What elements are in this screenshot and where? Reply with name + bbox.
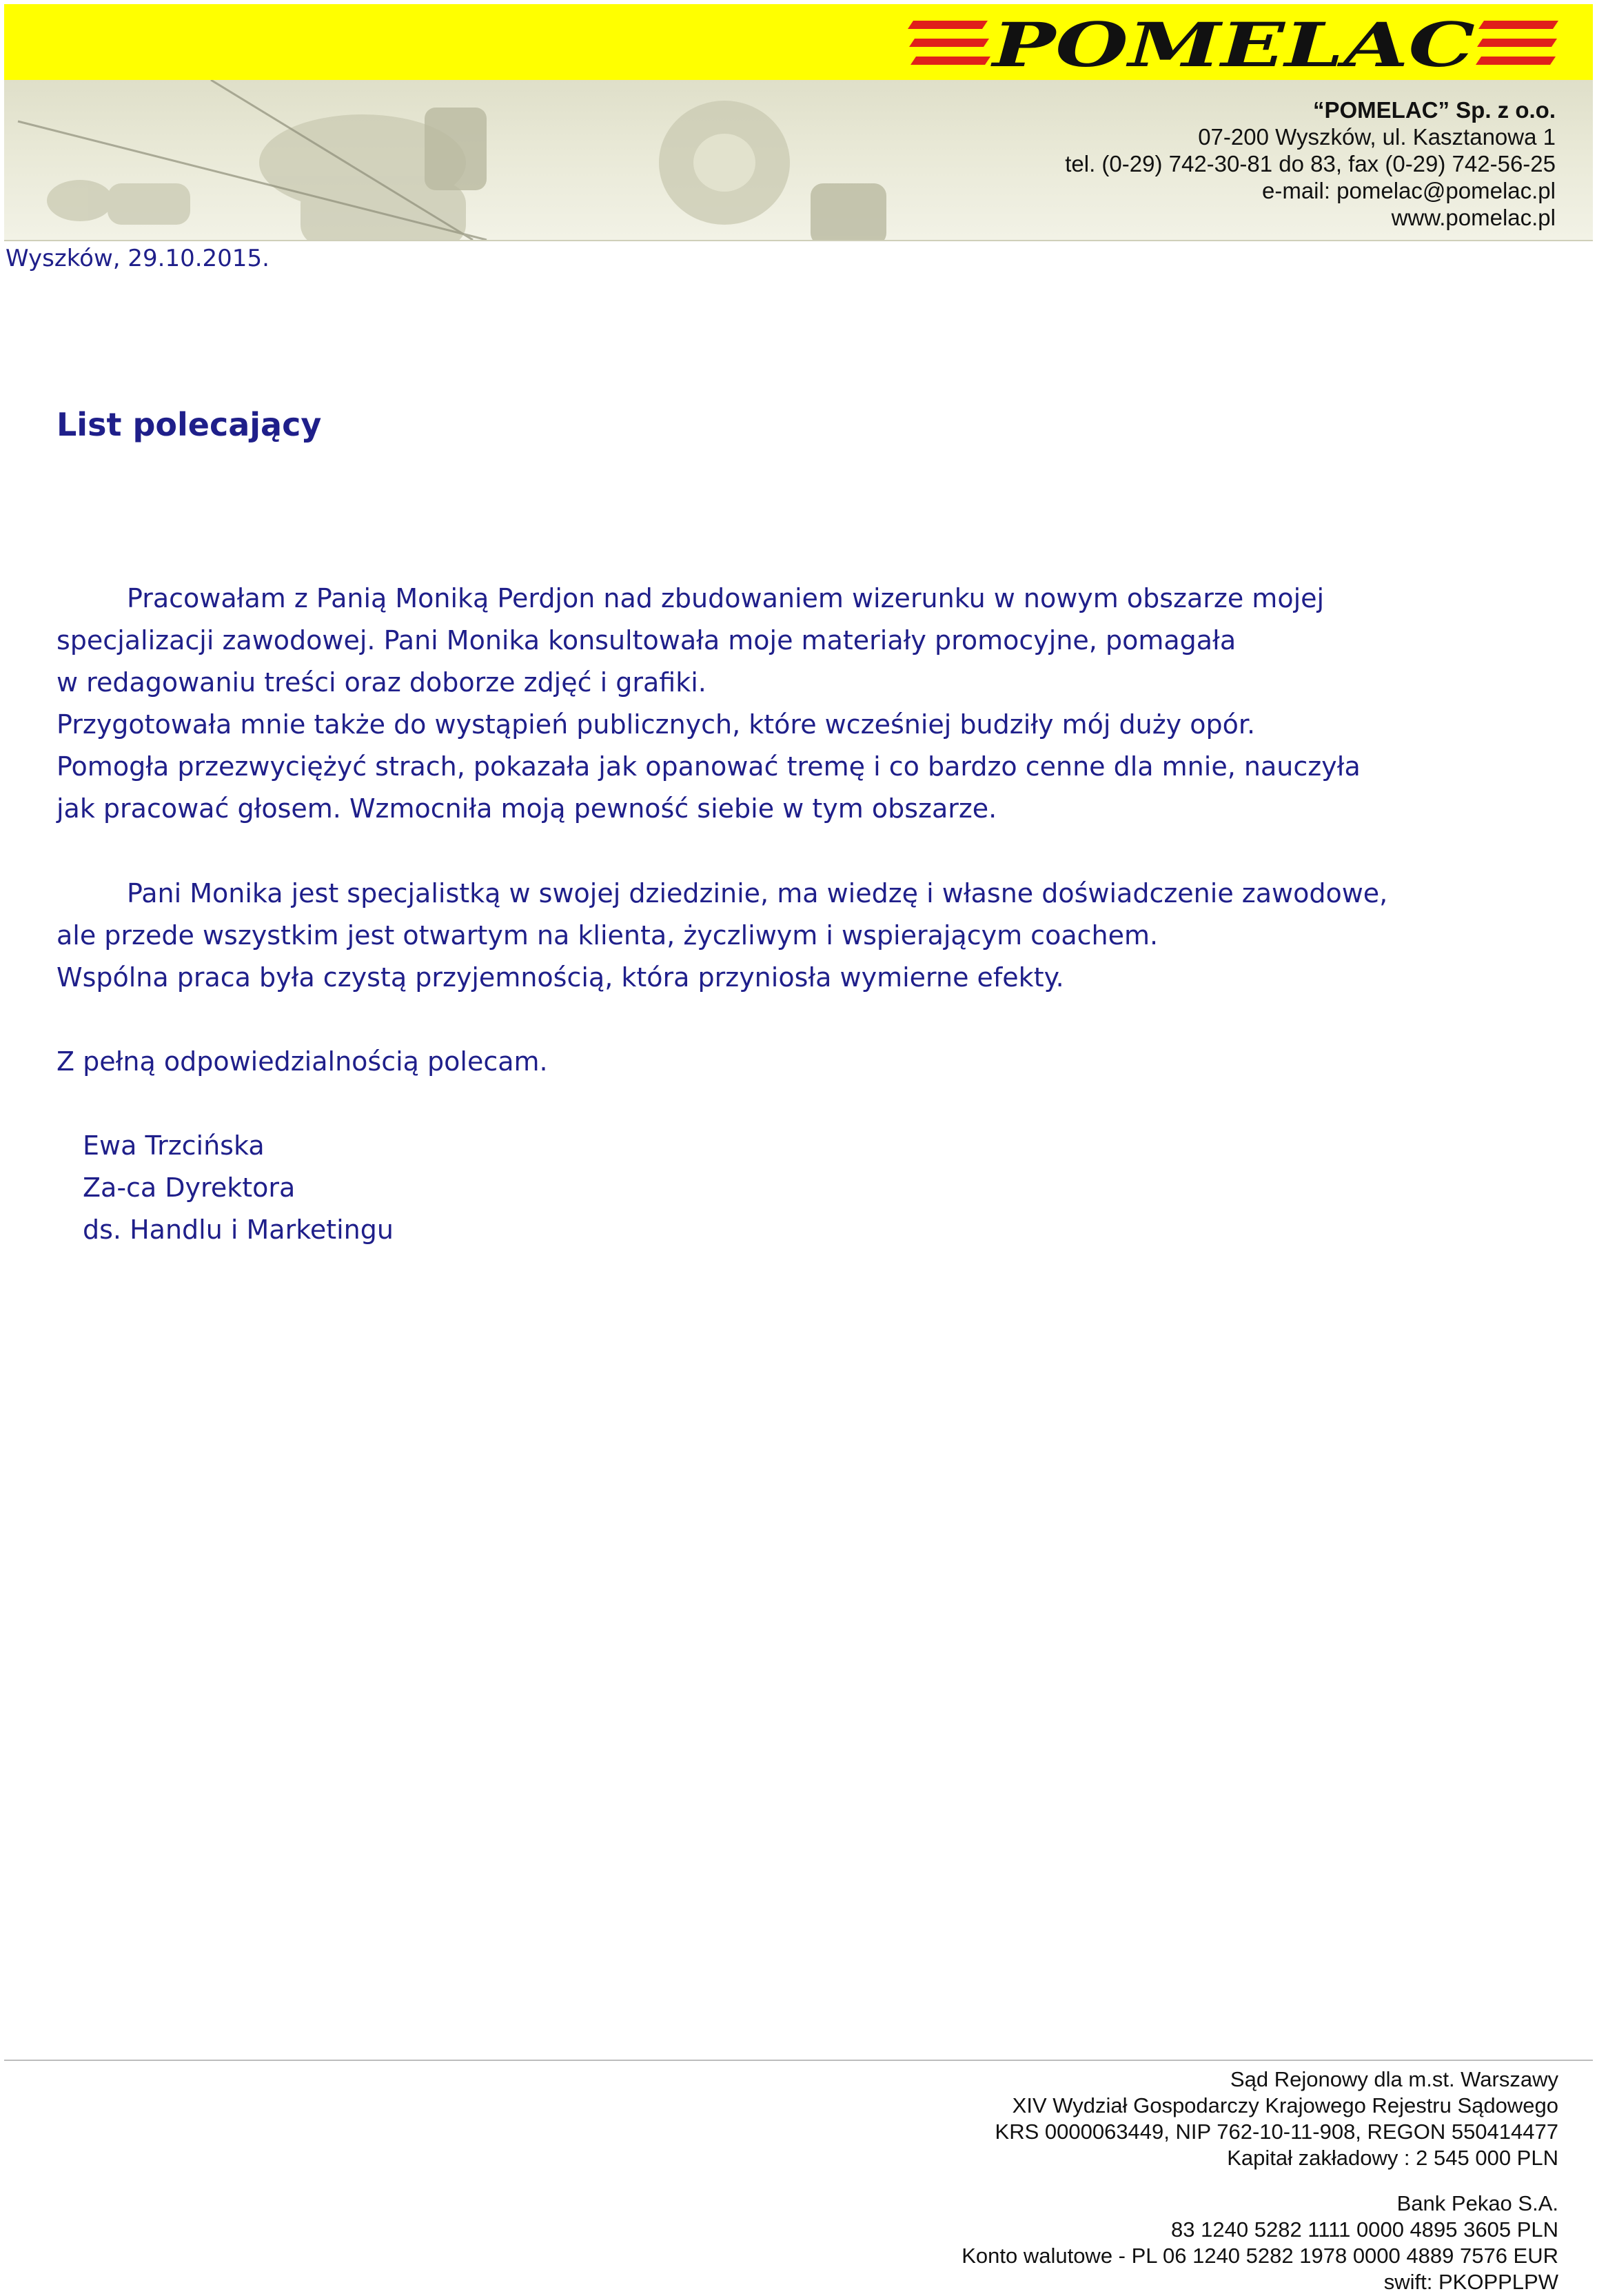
- company-info: [1065, 96, 1556, 231]
- footer-line: XIV Wydział Gospodarczy Krajowego Rejestru Sądowego: [1012, 2093, 1558, 2117]
- letter-title: List polecający: [57, 406, 322, 443]
- company-website[interactable]: www.pomelac.pl: [1391, 205, 1556, 230]
- footer-court-info: [995, 2066, 1558, 2171]
- company-email[interactable]: e-mail: pomelac@pomelac.pl: [1261, 178, 1556, 203]
- footer-line: KRS 0000063449, NIP 762-10-11-908, REGON 550414477: [995, 2120, 1558, 2144]
- footer-divider: [4, 2060, 1593, 2061]
- paragraph-line: Pracowałam z Panią Moniką Perdjon nad zbudowaniem wizerunku w nowym obszarze mojej: [127, 583, 1325, 613]
- footer-line: 83 1240 5282 1111 0000 4895 3605 PLN: [1171, 2217, 1558, 2242]
- footer-bank-info: [962, 2191, 1558, 2295]
- footer-line: Konto walutowe - PL 06 1240 5282 1978 0000 4889 7576 EUR: [962, 2244, 1558, 2268]
- insulator-illustration: [4, 80, 969, 240]
- company-address: 07-200 Wyszków, ul. Kasztanowa 1: [1198, 124, 1556, 150]
- footer-line: Sąd Rejonowy dla m.st. Warszawy: [1230, 2067, 1558, 2091]
- letter-paragraph-1: [57, 578, 1573, 830]
- paragraph-line: Pani Monika jest specjalistką w swojej dziedzinie, ma wiedzę i własne doświadczenie zawodowe,: [127, 878, 1388, 908]
- paragraph-line: Pomogła przezwyciężyć strach, pokazała jak opanować tremę i co bardzo cenne dla mnie, nauczyła: [57, 751, 1361, 782]
- signature-name: Ewa Trzcińska: [83, 1130, 265, 1161]
- letter-date: Wyszków, 29.10.2015.: [6, 245, 269, 272]
- signature-position: Za-ca Dyrektora: [83, 1172, 296, 1203]
- letter-paragraph-2: [57, 873, 1573, 999]
- footer-line: Kapitał zakładowy : 2 545 000 PLN: [1227, 2146, 1558, 2170]
- paragraph-line: Wspólna praca była czystą przyjemnością, która przyniosła wymierne efekty.: [57, 962, 1064, 993]
- letter-closing: [57, 1041, 1573, 1083]
- closing-line: Z pełną odpowiedzialnością polecam.: [57, 1046, 548, 1077]
- paragraph-line: jak pracować głosem. Wzmocniła moją pewność siebie w tym obszarze.: [57, 793, 997, 824]
- company-name: “POMELAC” Sp. z o.o.: [1313, 97, 1556, 123]
- footer-line: Bank Pekao S.A.: [1396, 2191, 1558, 2215]
- paragraph-line: Przygotowała mnie także do wystąpień publicznych, które wcześniej budziły mój duży opór.: [57, 709, 1256, 740]
- paragraph-line: specjalizacji zawodowej. Pani Monika konsultowała moje materiały promocyjne, pomagała: [57, 625, 1237, 656]
- paragraph-line: ale przede wszystkim jest otwartym na klienta, życzliwym i wspierającym coachem.: [57, 920, 1159, 951]
- company-phone: tel. (0-29) 742-30-81 do 83, fax (0-29) 742-56-25: [1065, 151, 1556, 176]
- paragraph-line: w redagowaniu treści oraz doborze zdjęć i grafiki.: [57, 667, 706, 698]
- logo-text: POMELAC: [989, 15, 1475, 77]
- signature-department: ds. Handlu i Marketingu: [83, 1215, 394, 1245]
- signature-block: [83, 1125, 394, 1251]
- footer-line: swift: PKOPPLPW: [1383, 2270, 1558, 2294]
- pomelac-logo: [906, 15, 1561, 77]
